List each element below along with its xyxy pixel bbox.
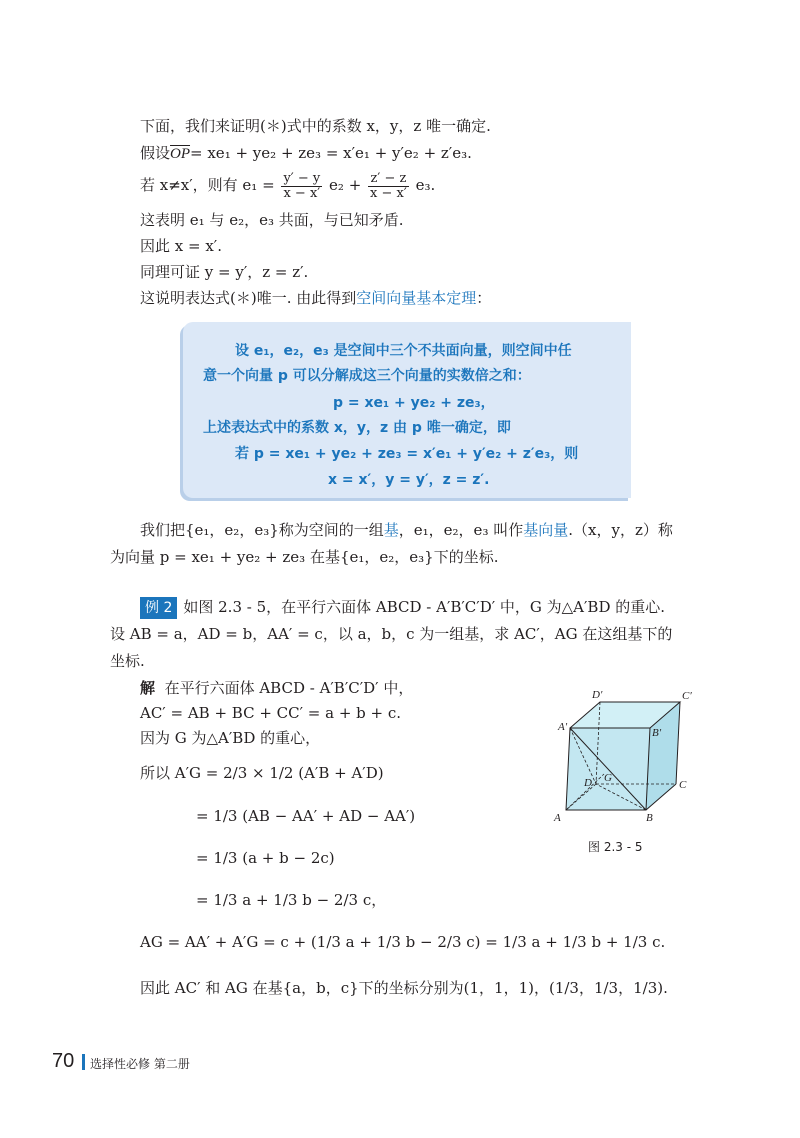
- proof-line-7: 这说明表达式(＊)唯一. 由此得到空间向量基本定理：: [140, 289, 492, 307]
- solution-line-6: = 1/3 a + 1/3 b − 2/3 c，: [196, 891, 387, 909]
- basis-line-2: 为向量 p = xe₁ + ye₂ + ze₃ 在基{e₁，e₂，e₃}下的坐标.: [110, 548, 499, 566]
- solution-line-8: 因此 AC′ 和 AG 在基{a，b，c}下的坐标分别为(1，1，1)，(1/3，1/3，1/3).: [140, 979, 668, 997]
- page-number: 70: [52, 1050, 75, 1072]
- term-basis: 基: [383, 521, 399, 539]
- theorem-line-2: 意一个向量 p 可以分解成这三个向量的实数倍之和：: [203, 368, 531, 384]
- figure-caption: 图 2.3 - 5: [588, 840, 643, 854]
- book-title: 选择性必修 第二册: [90, 1057, 190, 1071]
- term-basis-vector: 基向量: [523, 521, 569, 539]
- label-G: G: [604, 772, 612, 784]
- theorem-line-6: x = x′，y = y′，z = z′.: [328, 472, 490, 488]
- label-D-prime: D′: [592, 689, 603, 701]
- label-C: C: [679, 779, 687, 791]
- solution-line-5: = 1/3 (a + b − 2c): [196, 849, 335, 867]
- proof-line-3: 若 x≠x′，则有 e₁ = $\frac{y' - y}{x - x'}$ e₂ + $\frac{z' - z}{x - x'}$ e₃.: [140, 170, 436, 201]
- solution-line-0: 解 在平行六面体 ABCD - A′B′C′D′ 中，: [140, 679, 414, 697]
- parallelepiped-figure: [548, 688, 708, 838]
- label-D: D: [584, 777, 592, 789]
- basis-line-1: 我们把{e₁，e₂，e₃}称为空间的一组基，e₁，e₂，e₃ 叫作基向量.（x，y，z）称: [140, 521, 673, 539]
- theorem-box: [183, 322, 631, 498]
- proof-line-2: 假设$\overline{OP}= xe_1 + ye_2 + ze_3 = x'e_1 + y'e_2 + z'e_3$.: [140, 144, 472, 162]
- label-A: A: [554, 812, 561, 824]
- solution-line-2: 因为 G 为△A′BD 的重心，: [140, 729, 321, 747]
- solution-line-3: 所以 A′G = 2/3 × 1/2 (A′B + A′D): [140, 764, 384, 782]
- example-line-2: 设 AB = a，AD = b，AA′ = c，以 a，b，c 为一组基，求 AC′，AG 在这组基下的: [110, 625, 673, 643]
- solution-line-4: = 1/3 (AB − AA′ + AD − AA′): [196, 807, 416, 825]
- example-line-1: 例 2 如图 2.3 - 5，在平行六面体 ABCD - A′B′C′D′ 中，G 为△A′BD 的重心.: [140, 597, 665, 619]
- solution-line-1: AC′ = AB + BC + CC′ = a + b + c.: [140, 704, 402, 722]
- theorem-line-3: p = xe₁ + ye₂ + ze₃，: [333, 395, 495, 411]
- theorem-line-4: 上述表达式中的系数 x，y，z 由 p 唯一确定，即: [203, 420, 511, 436]
- label-C-prime: C′: [682, 690, 692, 702]
- proof-line-4: 这表明 e₁ 与 e₂，e₃ 共面，与已知矛盾.: [140, 211, 404, 229]
- theorem-line-5: 若 p = xe₁ + ye₂ + ze₃ = x′e₁ + y′e₂ + z′e₃，则: [235, 446, 579, 462]
- solution-line-7: AG = AA′ + A′G = c + (1/3 a + 1/3 b − 2/3 c) = 1/3 a + 1/3 b + 1/3 c.: [140, 933, 666, 951]
- label-A-prime: A′: [558, 721, 568, 733]
- label-B: B: [646, 812, 653, 824]
- example-tag: 例 2: [140, 597, 177, 619]
- example-line-3: 坐标.: [110, 652, 145, 670]
- proof-line-5: 因此 x = x′.: [140, 237, 222, 255]
- proof-line-1: 下面，我们来证明(＊)式中的系数 x，y，z 唯一确定.: [140, 117, 491, 135]
- theorem-line-1: 设 e₁，e₂，e₃ 是空间中三个不共面向量，则空间中任: [235, 343, 572, 359]
- footer-divider: [82, 1054, 85, 1070]
- label-B-prime: B′: [652, 727, 662, 739]
- proof-line-6: 同理可证 y = y′，z = z′.: [140, 263, 309, 281]
- theorem-name: 空间向量基本定理: [356, 289, 477, 307]
